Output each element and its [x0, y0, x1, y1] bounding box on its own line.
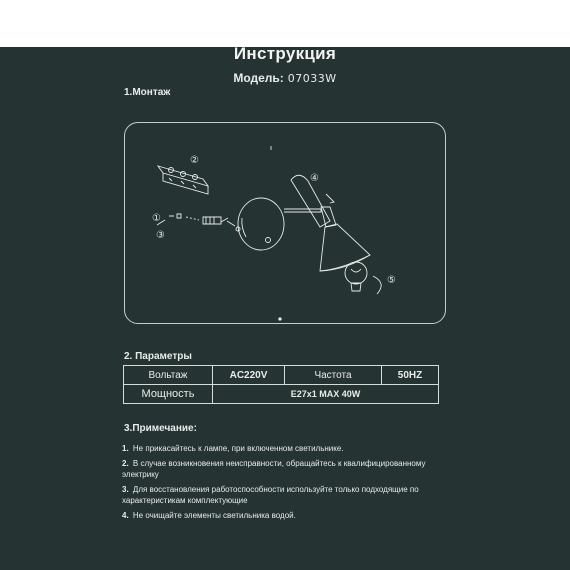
list-item — [122, 443, 452, 454]
param-power-value: E27x1 MAX 40W — [213, 385, 439, 404]
bulb-icon — [345, 262, 367, 291]
list-item — [122, 458, 452, 480]
note-text: Для восстановления работоспособности используйте только подходящие по характеристикам комплектующие — [122, 485, 419, 505]
step-3-marker: ③ — [156, 230, 165, 241]
wall-canopy — [238, 198, 321, 250]
model-label: Модель: — [233, 71, 284, 85]
note-number: 2. — [122, 459, 129, 468]
param-power-label: Мощность — [124, 385, 213, 404]
lamp-head — [291, 175, 370, 271]
anchor-screw — [169, 214, 240, 231]
section-notes-title: 3.Примечание: — [124, 423, 197, 434]
note-text: В случае возникновения неисправности, обращайтесь к квалифицированному электрику — [122, 459, 426, 479]
step-1-marker: ① — [152, 213, 161, 224]
model-number: 07033W — [287, 72, 337, 85]
page-title: Инструкция — [233, 44, 337, 63]
parameters-table — [123, 365, 439, 404]
section-installation-title: 1.Монтаж — [124, 87, 171, 98]
step-2-marker: ② — [190, 155, 199, 166]
installation-diagram — [124, 122, 446, 324]
notes-list — [122, 443, 452, 525]
table-row — [124, 385, 439, 404]
list-item — [122, 510, 452, 521]
mounting-bracket — [158, 166, 208, 194]
note-text: Не прикасайтесь к лампе, при включенном светильнике. — [132, 444, 344, 453]
param-frequency-value: 50HZ — [382, 366, 439, 385]
step-4-marker: ④ — [310, 173, 319, 184]
model-line — [0, 71, 570, 85]
step-arrows — [157, 146, 381, 294]
table-row — [124, 366, 439, 385]
note-number: 1. — [122, 444, 129, 453]
section-parameters-title: 2. Параметры — [124, 351, 192, 362]
param-voltage-label: Вольтаж — [124, 366, 213, 385]
note-text: Не очищайте элементы светильника водой. — [132, 511, 296, 520]
step-5-marker: ⑤ — [387, 275, 396, 286]
param-frequency-label: Частота — [285, 366, 382, 385]
list-item — [122, 484, 452, 506]
note-number: 3. — [122, 485, 129, 494]
param-voltage-value: AC220V — [213, 366, 285, 385]
note-number: 4. — [122, 511, 129, 520]
installation-illustration — [125, 123, 447, 325]
